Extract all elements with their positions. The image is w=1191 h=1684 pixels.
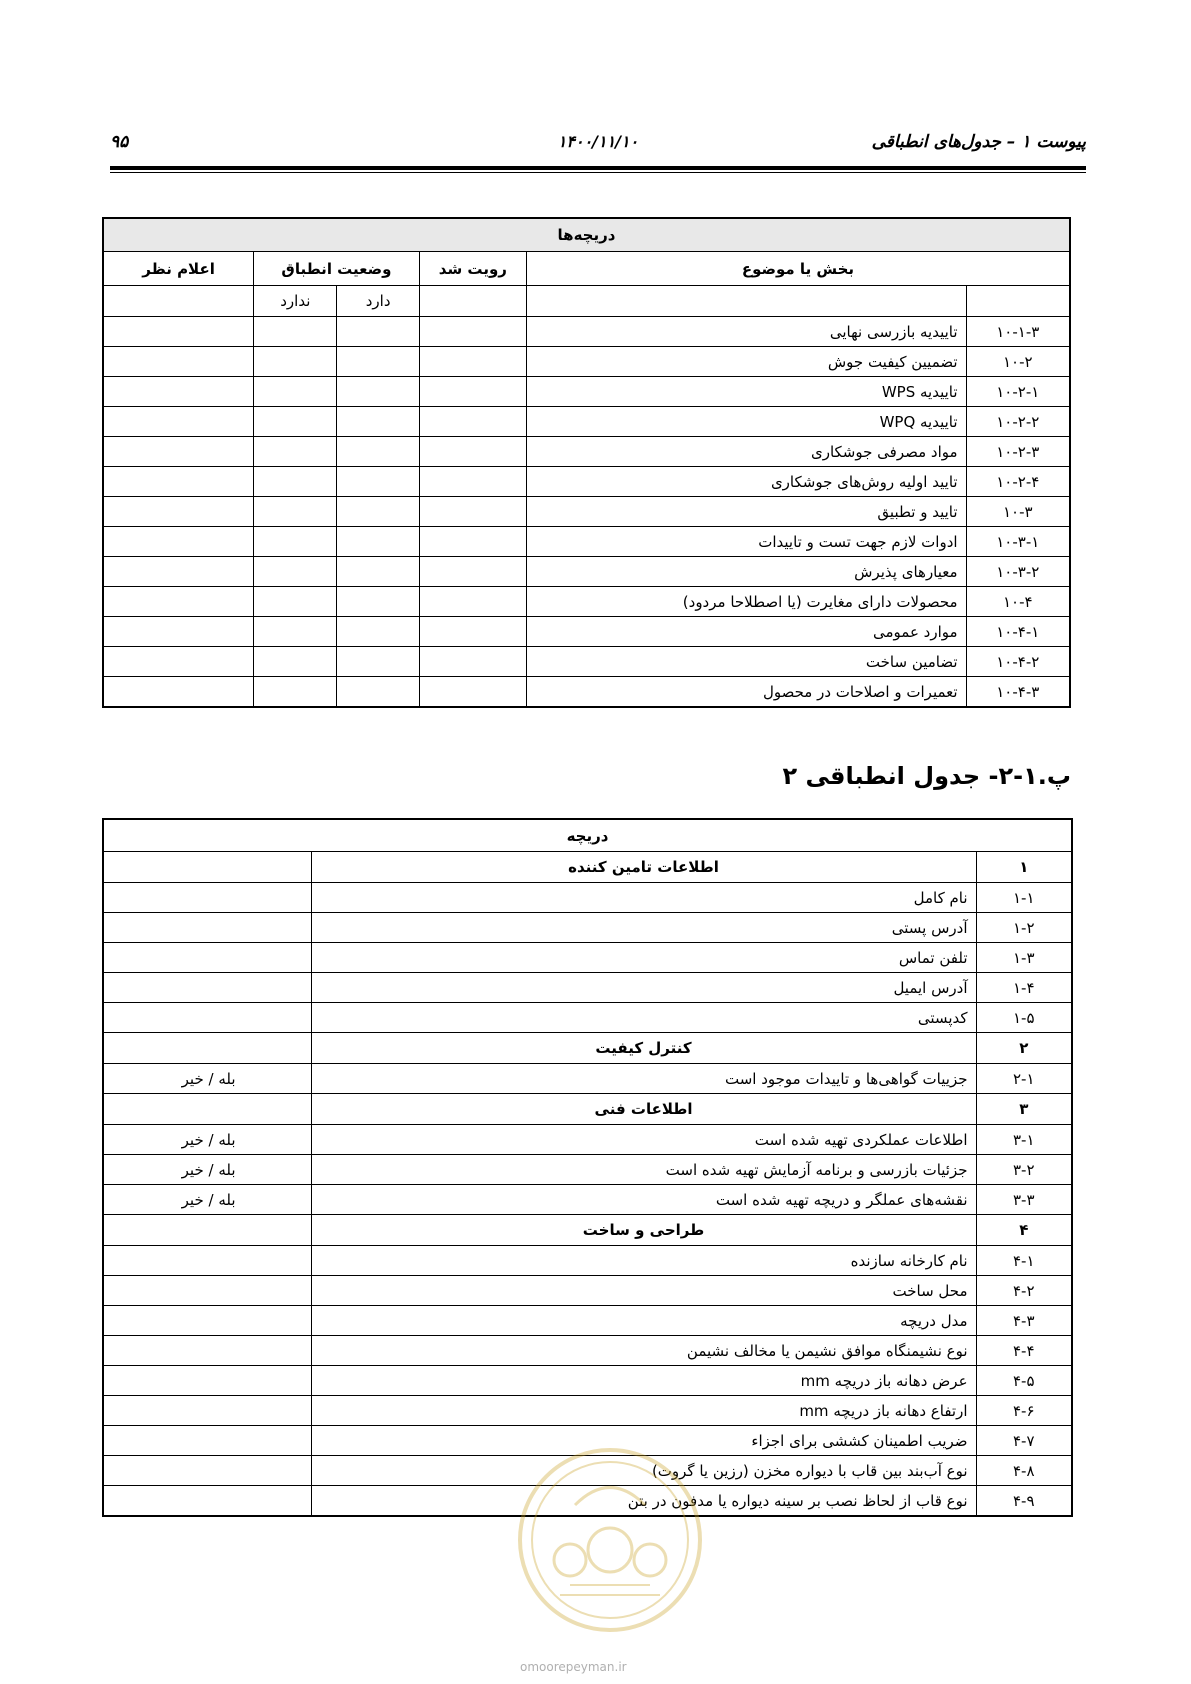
col-has: دارد [337, 286, 419, 317]
group-answer-cell [103, 852, 311, 883]
sub-empty [966, 286, 1070, 317]
item-answer: بله / خیر [103, 1185, 311, 1215]
row-code: ۱۰-۲-۱ [966, 377, 1070, 407]
row-comment-cell [103, 647, 254, 677]
row-has-not-cell [254, 497, 337, 527]
row-has-cell [337, 677, 419, 708]
item-answer [103, 1486, 311, 1517]
col-comment: اعلام نظر [103, 252, 254, 286]
table-row [103, 973, 1072, 1003]
row-comment-cell [103, 587, 254, 617]
row-has-cell [337, 407, 419, 437]
item-text: آدرس پستی [311, 913, 976, 943]
table-row [103, 647, 1070, 677]
item-code: ۴-۳ [976, 1306, 1072, 1336]
row-has-not-cell [254, 407, 337, 437]
row-comment-cell [103, 437, 254, 467]
item-code: ۲-۱ [976, 1064, 1072, 1094]
row-has-not-cell [254, 437, 337, 467]
item-text: نوع قاب از لحاظ نصب بر سینه دیواره یا مدفون در بتن [311, 1486, 976, 1517]
table-row [103, 437, 1070, 467]
row-subject: موارد عمومی [526, 617, 966, 647]
row-has-cell [337, 317, 419, 347]
table-row [103, 1366, 1072, 1396]
item-text: تلفن تماس [311, 943, 976, 973]
row-has-not-cell [254, 467, 337, 497]
row-has-not-cell [254, 557, 337, 587]
sub-empty [526, 286, 966, 317]
item-answer: بله / خیر [103, 1125, 311, 1155]
row-comment-cell [103, 467, 254, 497]
row-code: ۱۰-۳ [966, 497, 1070, 527]
group-label: اطلاعات تامین کننده [311, 852, 976, 883]
table-row [103, 943, 1072, 973]
row-subject: تضمیین کیفیت جوش [526, 347, 966, 377]
row-has-not-cell [254, 587, 337, 617]
row-has-cell [337, 377, 419, 407]
item-code: ۴-۱ [976, 1246, 1072, 1276]
row-code: ۱۰-۴-۲ [966, 647, 1070, 677]
row-seen-cell [419, 677, 526, 708]
row-code: ۱۰-۴-۱ [966, 617, 1070, 647]
table2-title: دریچه [103, 819, 1072, 852]
row-subject: محصولات دارای مغایرت (یا اصطلاحا مردود) [526, 587, 966, 617]
col-seen: رویت شد [419, 252, 526, 286]
item-answer [103, 1246, 311, 1276]
table-row [103, 497, 1070, 527]
table-row [103, 1155, 1072, 1185]
item-text: ضریب اطمینان کششی برای اجزاء [311, 1426, 976, 1456]
row-code: ۱۰-۴-۳ [966, 677, 1070, 708]
row-seen-cell [419, 407, 526, 437]
table-row [103, 1064, 1072, 1094]
group-label: اطلاعات فنی [311, 1094, 976, 1125]
group-number: ۲ [976, 1033, 1072, 1064]
item-code: ۱-۵ [976, 1003, 1072, 1033]
row-comment-cell [103, 317, 254, 347]
row-seen-cell [419, 527, 526, 557]
table-row [103, 467, 1070, 497]
group-number: ۴ [976, 1215, 1072, 1246]
table-row [103, 407, 1070, 437]
item-code: ۴-۷ [976, 1426, 1072, 1456]
item-code: ۴-۶ [976, 1396, 1072, 1426]
row-comment-cell [103, 527, 254, 557]
row-code: ۱۰-۴ [966, 587, 1070, 617]
table-row [103, 557, 1070, 587]
row-subject: تضامین ساخت [526, 647, 966, 677]
row-has-cell [337, 497, 419, 527]
row-code: ۱۰-۱-۳ [966, 317, 1070, 347]
seal-logo-icon [515, 1445, 705, 1635]
table-row [103, 317, 1070, 347]
table-row [103, 1185, 1072, 1215]
table-row [103, 377, 1070, 407]
row-has-not-cell [254, 317, 337, 347]
row-has-cell [337, 527, 419, 557]
watermark-text: omoorepeyman.ir [520, 1660, 627, 1674]
sub-empty [419, 286, 526, 317]
row-subject: مواد مصرفی جوشکاری [526, 437, 966, 467]
table-row [103, 347, 1070, 377]
row-subject: تاییدیه بازرسی نهایی [526, 317, 966, 347]
table1-title: دریچه‌ها [103, 218, 1070, 252]
row-has-not-cell [254, 677, 337, 708]
row-seen-cell [419, 377, 526, 407]
row-subject: تاییدیه WPS [526, 377, 966, 407]
table-row [103, 1306, 1072, 1336]
compliance-table-1 [102, 217, 1071, 708]
row-seen-cell [419, 437, 526, 467]
item-answer [103, 1003, 311, 1033]
item-text: اطلاعات عملکردی تهیه شده است [311, 1125, 976, 1155]
item-text: مدل دریچه [311, 1306, 976, 1336]
item-code: ۳-۳ [976, 1185, 1072, 1215]
table-row [103, 617, 1070, 647]
row-comment-cell [103, 407, 254, 437]
item-code: ۱-۴ [976, 973, 1072, 1003]
header-rule-thin [110, 172, 1086, 173]
row-has-cell [337, 647, 419, 677]
row-has-not-cell [254, 527, 337, 557]
table-row [103, 1003, 1072, 1033]
row-subject: تایید اولیه روش‌های جوشکاری [526, 467, 966, 497]
row-subject: تعمیرات و اصلاحات در محصول [526, 677, 966, 708]
row-subject: تاییدیه WPQ [526, 407, 966, 437]
row-has-cell [337, 467, 419, 497]
item-code: ۱-۲ [976, 913, 1072, 943]
item-code: ۱-۱ [976, 883, 1072, 913]
item-text: نقشه‌های عملگر و دریچه تهیه شده است [311, 1185, 976, 1215]
item-text: نوع آب‌بند بین قاب با دیواره مخزن (رزین یا گروت) [311, 1456, 976, 1486]
table2-body [103, 852, 1072, 1517]
group-row [103, 1215, 1072, 1246]
table-row [103, 527, 1070, 557]
item-code: ۱-۳ [976, 943, 1072, 973]
table-row [103, 677, 1070, 708]
table-row [103, 1125, 1072, 1155]
item-answer [103, 913, 311, 943]
header-date: ۱۴۰۰/۱۱/۱۰ [557, 132, 639, 151]
section-heading: پ.۱-۲- جدول انطباقی ۲ [782, 762, 1071, 790]
row-comment-cell [103, 377, 254, 407]
item-answer [103, 1306, 311, 1336]
item-text: کدپستی [311, 1003, 976, 1033]
table-row [103, 587, 1070, 617]
row-seen-cell [419, 617, 526, 647]
group-row [103, 1094, 1072, 1125]
row-seen-cell [419, 587, 526, 617]
row-has-not-cell [254, 377, 337, 407]
group-number: ۳ [976, 1094, 1072, 1125]
item-code: ۴-۲ [976, 1276, 1072, 1306]
header-rule-thick [110, 166, 1086, 170]
item-text: عرض دهانه باز دریچه mm [311, 1366, 976, 1396]
group-label: کنترل کیفیت [311, 1033, 976, 1064]
item-answer [103, 1276, 311, 1306]
table-row [103, 1276, 1072, 1306]
row-has-cell [337, 587, 419, 617]
item-code: ۳-۱ [976, 1125, 1072, 1155]
row-has-cell [337, 347, 419, 377]
item-code: ۴-۵ [976, 1366, 1072, 1396]
item-answer [103, 943, 311, 973]
item-code: ۴-۴ [976, 1336, 1072, 1366]
item-text: محل ساخت [311, 1276, 976, 1306]
row-has-not-cell [254, 617, 337, 647]
table-row [103, 1396, 1072, 1426]
table-row [103, 883, 1072, 913]
group-row [103, 852, 1072, 883]
row-code: ۱۰-۳-۲ [966, 557, 1070, 587]
table-row [103, 1336, 1072, 1366]
row-has-cell [337, 617, 419, 647]
row-code: ۱۰-۲ [966, 347, 1070, 377]
group-answer-cell [103, 1215, 311, 1246]
group-answer-cell [103, 1094, 311, 1125]
row-seen-cell [419, 317, 526, 347]
item-answer [103, 1366, 311, 1396]
item-text: جزییات گواهی‌ها و تاییدات موجود است [311, 1064, 976, 1094]
row-seen-cell [419, 647, 526, 677]
row-has-cell [337, 557, 419, 587]
page-header [110, 132, 1086, 162]
item-code: ۴-۹ [976, 1486, 1072, 1517]
item-answer [103, 1456, 311, 1486]
row-has-not-cell [254, 347, 337, 377]
table-row [103, 1246, 1072, 1276]
item-answer [103, 973, 311, 1003]
row-has-not-cell [254, 647, 337, 677]
page-number: ۹۵ [110, 132, 129, 152]
row-comment-cell [103, 617, 254, 647]
table1-body [103, 317, 1070, 708]
col-status: وضعیت انطباق [254, 252, 420, 286]
group-label: طراحی و ساخت [311, 1215, 976, 1246]
item-text: جزئیات بازرسی و برنامه آزمایش تهیه شده است [311, 1155, 976, 1185]
item-answer [103, 1396, 311, 1426]
item-answer: بله / خیر [103, 1155, 311, 1185]
row-code: ۱۰-۳-۱ [966, 527, 1070, 557]
row-comment-cell [103, 677, 254, 708]
row-comment-cell [103, 347, 254, 377]
row-seen-cell [419, 497, 526, 527]
row-code: ۱۰-۲-۳ [966, 437, 1070, 467]
row-comment-cell [103, 497, 254, 527]
group-answer-cell [103, 1033, 311, 1064]
row-comment-cell [103, 557, 254, 587]
item-answer [103, 1426, 311, 1456]
row-has-cell [337, 437, 419, 467]
sub-empty [103, 286, 254, 317]
table-row [103, 913, 1072, 943]
item-text: آدرس ایمیل [311, 973, 976, 1003]
row-subject: ادوات لازم جهت تست و تاییدات [526, 527, 966, 557]
item-answer [103, 883, 311, 913]
row-code: ۱۰-۲-۲ [966, 407, 1070, 437]
group-number: ۱ [976, 852, 1072, 883]
compliance-table-2 [102, 818, 1073, 1517]
item-text: نام کارخانه سازنده [311, 1246, 976, 1276]
row-subject: تایید و تطبیق [526, 497, 966, 527]
row-seen-cell [419, 557, 526, 587]
row-code: ۱۰-۲-۴ [966, 467, 1070, 497]
col-subject: بخش یا موضوع [526, 252, 1070, 286]
row-subject: معیارهای پذیرش [526, 557, 966, 587]
item-text: نام کامل [311, 883, 976, 913]
header-title: پیوست ۱ – جدول‌های انطباقی [871, 132, 1086, 152]
row-seen-cell [419, 347, 526, 377]
item-code: ۳-۲ [976, 1155, 1072, 1185]
item-code: ۴-۸ [976, 1456, 1072, 1486]
item-text: نوع نشیمنگاه موافق نشیمن یا مخالف نشیمن [311, 1336, 976, 1366]
group-row [103, 1033, 1072, 1064]
item-answer: بله / خیر [103, 1064, 311, 1094]
col-has-not: ندارد [254, 286, 337, 317]
row-seen-cell [419, 467, 526, 497]
item-text: ارتفاع دهانه باز دریچه mm [311, 1396, 976, 1426]
item-answer [103, 1336, 311, 1366]
